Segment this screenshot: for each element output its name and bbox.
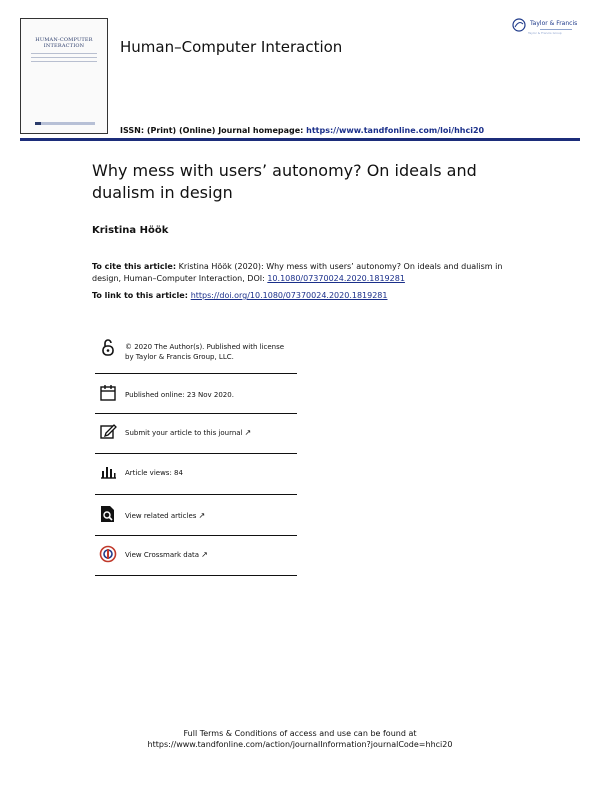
cover-decoration <box>31 53 97 65</box>
published-item <box>95 374 297 414</box>
citation-label: To cite this article: <box>92 262 177 271</box>
view-related-articles-link[interactable] <box>125 511 205 521</box>
article-link-line <box>92 291 388 300</box>
submit-item[interactable] <box>95 414 297 454</box>
external-link-icon: ↗ <box>201 550 208 559</box>
journal-cover-image <box>20 18 108 134</box>
published-date-text: Published online: 23 Nov 2020. <box>125 391 234 399</box>
copyright-text: © 2020 The Author(s). Published with license by Taylor & Francis Group, LLC. <box>125 343 285 361</box>
open-access-lock-icon <box>99 338 117 356</box>
related-item[interactable] <box>95 495 297 536</box>
article-views-text: Article views: 84 <box>125 469 183 477</box>
journal-name: Human–Computer Interaction <box>120 38 343 56</box>
submit-article-link[interactable] <box>125 428 251 438</box>
views-item <box>95 454 297 495</box>
edit-pencil-icon <box>99 422 117 440</box>
terms-footer <box>0 728 600 750</box>
publisher-logo-text: Taylor & Francis <box>530 20 578 27</box>
article-link-label: To link to this article: <box>92 291 191 300</box>
article-title: Why mess with users’ autonomy? On ideals and dualism in design <box>92 161 477 202</box>
crossmark-text: View Crossmark data <box>125 551 200 559</box>
journal-homepage-link[interactable]: https://www.tandfonline.com/loi/hhci20 <box>306 126 485 135</box>
author-name: Kristina Höök <box>92 225 169 236</box>
related-articles-text: View related articles <box>125 512 197 520</box>
external-link-icon: ↗ <box>244 428 252 437</box>
citation-doi-link[interactable]: 10.1080/07370024.2020.1819281 <box>267 274 405 283</box>
publisher-logo-subline <box>540 29 572 30</box>
terms-footer-line1: Full Terms & Conditions of access and use can be found at <box>183 729 417 738</box>
bar-chart-icon <box>99 462 117 480</box>
calendar-icon <box>99 384 117 402</box>
external-link-icon: ↗ <box>198 511 206 520</box>
cover-footer-dot <box>35 122 41 125</box>
view-crossmark-link[interactable] <box>125 550 208 560</box>
header-rule <box>20 138 580 141</box>
citation-text: Kristina Höök (2020): Why mess with users’ autonomy? On ideals and dualism in design, Human–Computer Interaction, DOI: <box>92 262 503 283</box>
copyright-item <box>95 334 297 374</box>
article-metadata-list <box>95 334 297 576</box>
crossmark-icon <box>99 545 117 563</box>
crossmark-item[interactable] <box>95 536 297 576</box>
publisher-logo-subtext: Taylor & Francis Group <box>528 31 562 35</box>
terms-footer-link[interactable]: https://www.tandfonline.com/action/journalInformation?journalCode=hhci20 <box>147 740 453 749</box>
submit-article-text: Submit your article to this journal <box>125 429 243 437</box>
issn-label: ISSN: (Print) (Online) Journal homepage: <box>120 126 307 135</box>
cover-title: HUMAN-COMPUTER INTERACTION <box>35 37 93 49</box>
cover-footer-bar <box>35 122 95 125</box>
article-doi-link[interactable]: https://doi.org/10.1080/07370024.2020.1819281 <box>190 291 388 300</box>
citation-block <box>92 261 512 285</box>
related-articles-icon <box>99 505 117 523</box>
issn-line <box>120 126 484 135</box>
